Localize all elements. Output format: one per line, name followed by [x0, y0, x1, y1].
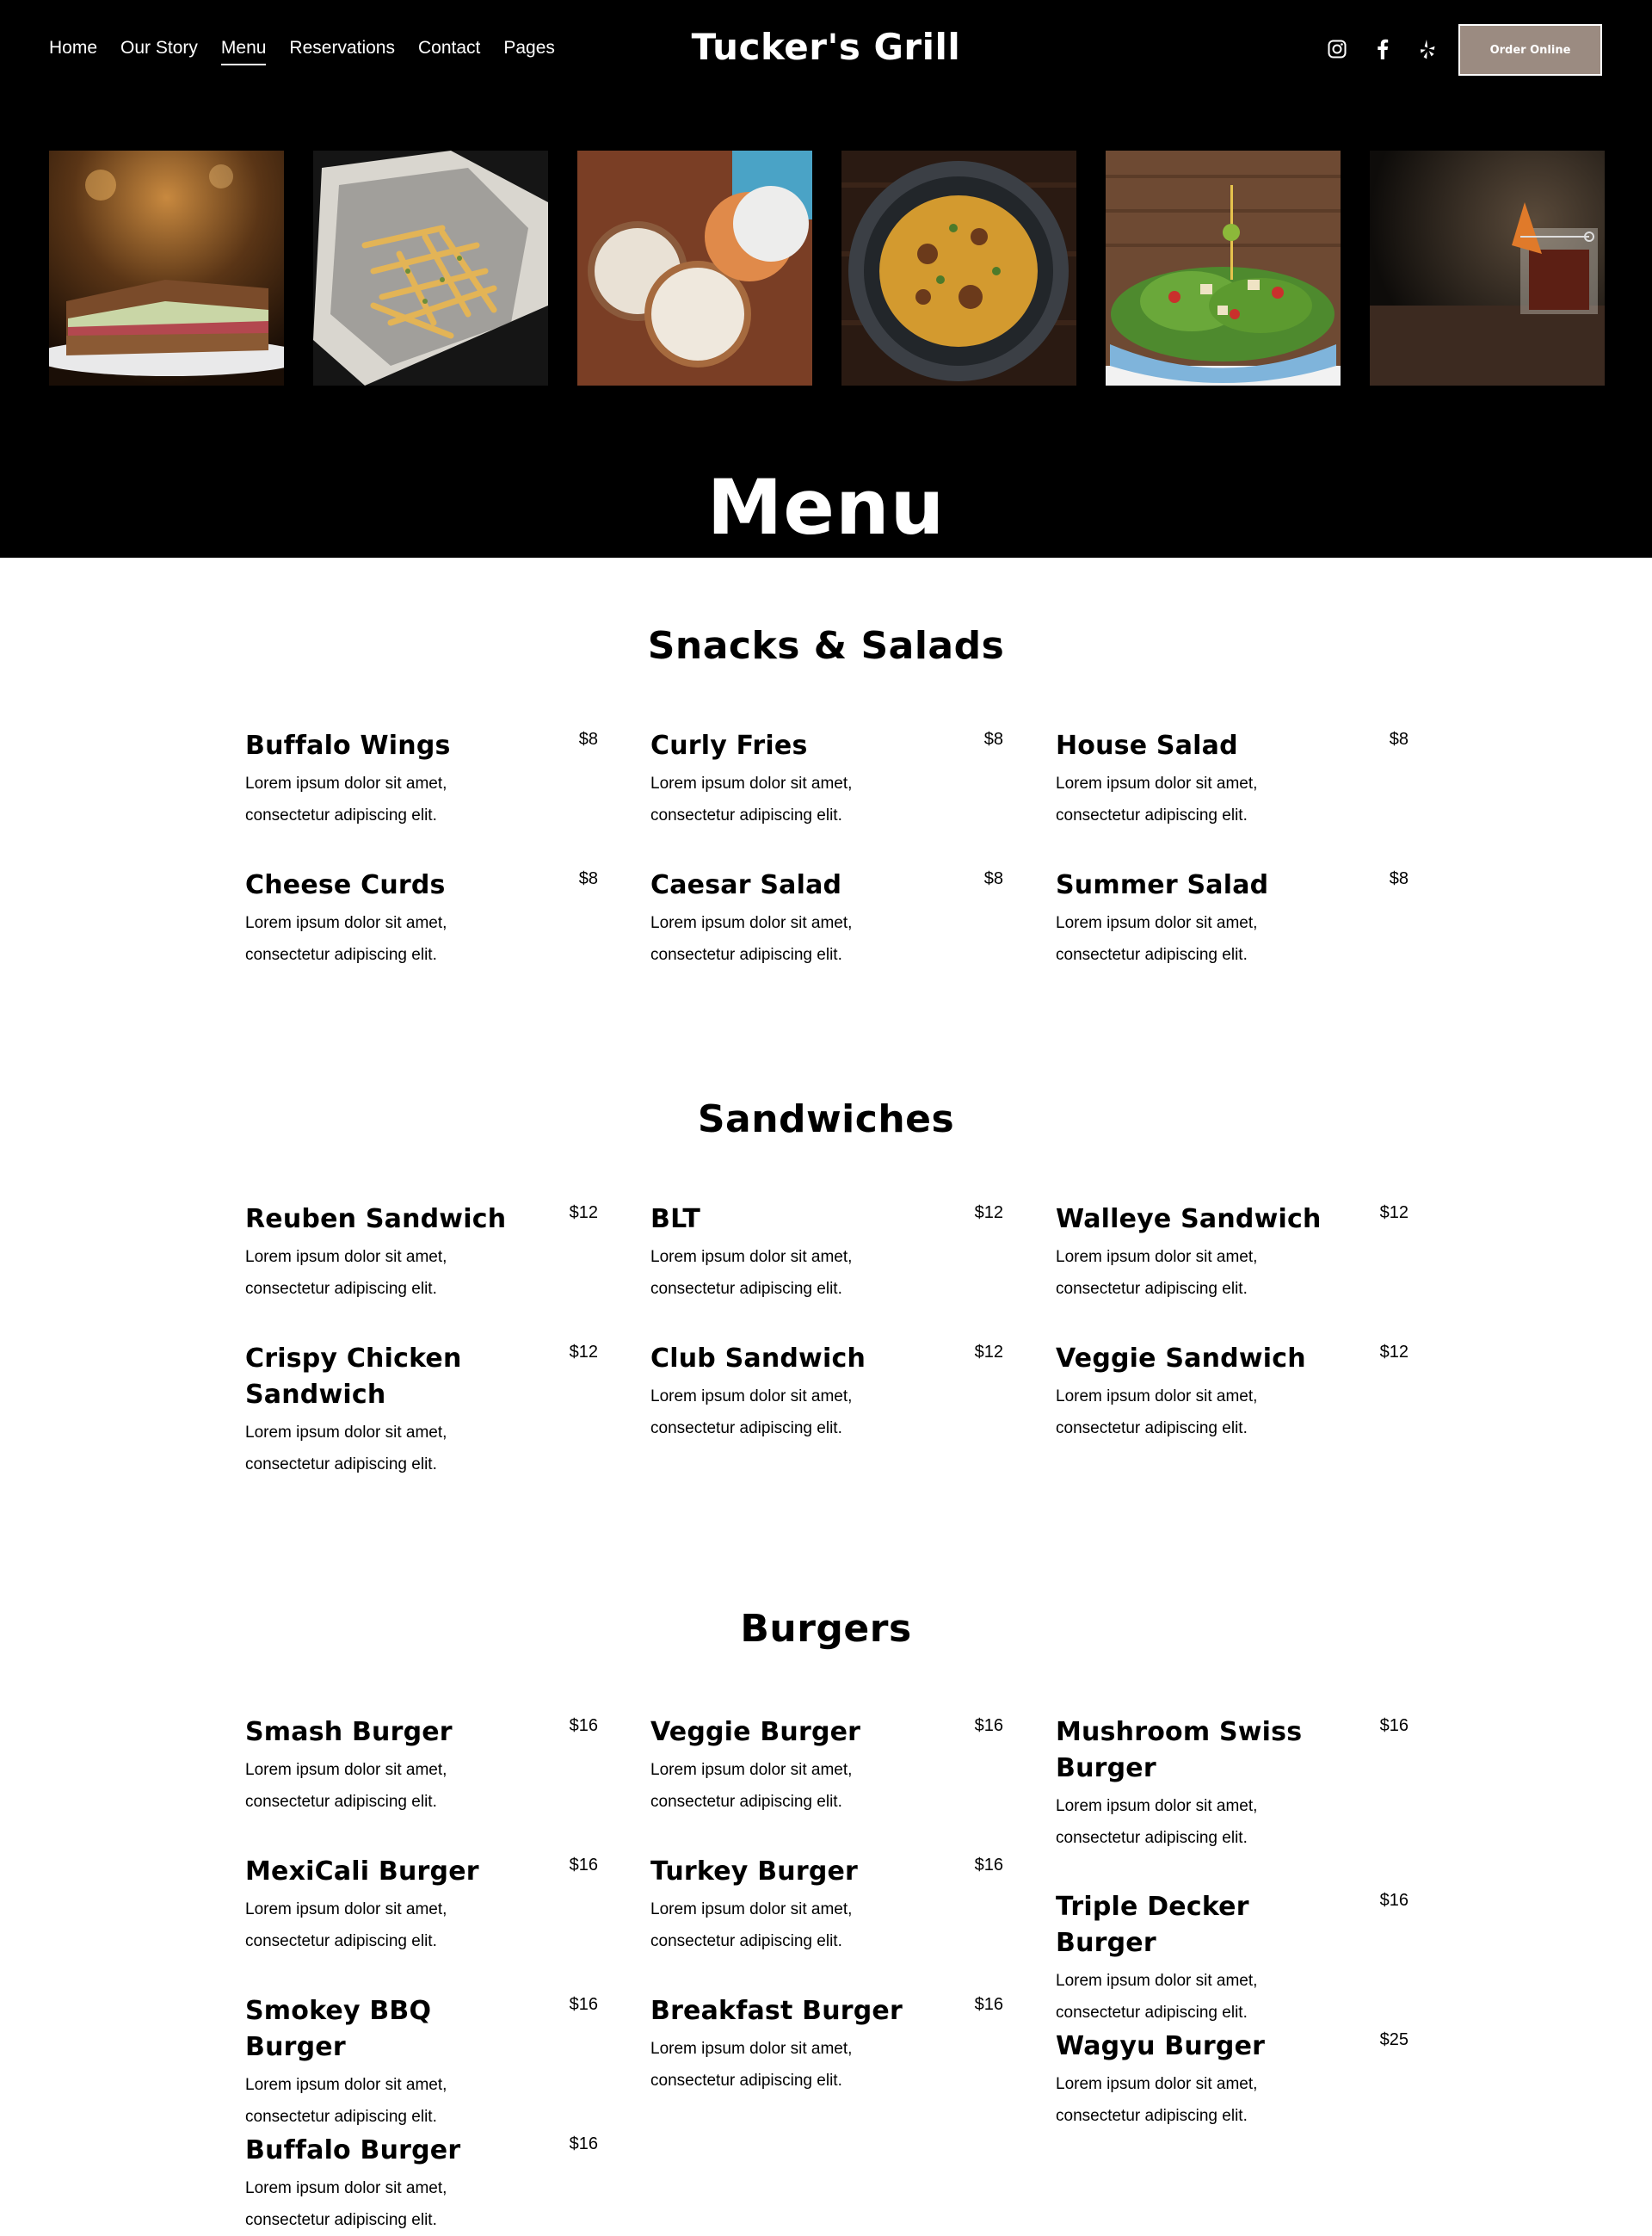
menu-item [245, 728, 598, 831]
menu-item-description: Lorem ipsum dolor sit amet, consectetur adipiscing elit. [1056, 1797, 1258, 1847]
menu-item-name: Turkey Burger [650, 1856, 859, 1887]
menu-item-price: $12 [974, 1203, 1003, 1222]
menu-item-name: Veggie Burger [650, 1717, 861, 1747]
menu-item-description: Lorem ipsum dolor sit amet, consectetur adipiscing elit. [650, 1761, 853, 1811]
menu-item-price: $16 [1379, 1891, 1409, 1910]
menu-item [245, 1993, 598, 2133]
nav-menu[interactable]: Menu [221, 38, 267, 65]
gallery-image-beers [577, 151, 812, 386]
nav-pages[interactable]: Pages [503, 38, 555, 58]
menu-item-price: $16 [569, 1716, 598, 1735]
nav-contact[interactable]: Contact [417, 38, 481, 58]
site-title[interactable]: Tucker's Grill [691, 26, 961, 68]
menu-item-description: Lorem ipsum dolor sit amet, consectetur adipiscing elit. [1056, 775, 1258, 825]
menu-item-name: MexiCali Burger [245, 1856, 479, 1887]
menu-item-description: Lorem ipsum dolor sit amet, consectetur adipiscing elit. [245, 2179, 447, 2229]
menu-item-price: $16 [974, 1856, 1003, 1875]
order-online-button[interactable]: Order Online [1458, 24, 1602, 76]
menu-item-description: Lorem ipsum dolor sit amet, consectetur adipiscing elit. [1056, 1972, 1258, 2022]
menu-item [1056, 868, 1409, 971]
menu-item-price: $16 [1379, 1716, 1409, 1735]
menu-item-name: Smokey BBQ Burger [245, 1996, 432, 2062]
menu-item [650, 1341, 1003, 1444]
nav-reservations[interactable]: Reservations [289, 38, 395, 58]
menu-item-name: Caesar Salad [650, 870, 842, 900]
menu-item-description: Lorem ipsum dolor sit amet, consectetur adipiscing elit. [245, 1424, 447, 1473]
main-nav [49, 38, 578, 65]
instagram-icon[interactable] [1326, 38, 1348, 60]
menu-item [245, 1714, 598, 1818]
menu-item [245, 1201, 598, 1305]
menu-item-price: $25 [1379, 2030, 1409, 2049]
menu-item [1056, 1889, 1409, 2029]
menu-item-description: Lorem ipsum dolor sit amet, consectetur adipiscing elit. [650, 1248, 853, 1298]
gallery-image-fries [313, 151, 548, 386]
menu-item [1056, 1201, 1409, 1305]
menu-item-price: $16 [569, 2134, 598, 2153]
facebook-icon[interactable] [1372, 38, 1394, 60]
menu-item-price: $12 [569, 1203, 598, 1222]
menu-item-name: Buffalo Burger [245, 2135, 461, 2165]
menu-item-name: BLT [650, 1204, 701, 1234]
menu-item-description: Lorem ipsum dolor sit amet, consectetur adipiscing elit. [245, 1900, 447, 1950]
menu-item-description: Lorem ipsum dolor sit amet, consectetur adipiscing elit. [245, 775, 447, 825]
menu-item-name: Reuben Sandwich [245, 1204, 507, 1234]
menu-item [245, 1854, 598, 1957]
menu-item [650, 1201, 1003, 1305]
menu-item-description: Lorem ipsum dolor sit amet, consectetur adipiscing elit. [1056, 1387, 1258, 1437]
menu-item-name: Club Sandwich [650, 1343, 866, 1374]
menu-item-description: Lorem ipsum dolor sit amet, consectetur adipiscing elit. [650, 1387, 853, 1437]
menu-item [1056, 1341, 1409, 1444]
menu-item-price: $16 [569, 1995, 598, 2014]
page-title: Menu [706, 463, 946, 552]
menu-item-name: House Salad [1056, 731, 1238, 761]
menu-item-description: Lorem ipsum dolor sit amet, consectetur adipiscing elit. [650, 1900, 853, 1950]
menu-item-price: $8 [1389, 869, 1409, 888]
menu-item-name: Buffalo Wings [245, 731, 451, 761]
menu-item-description: Lorem ipsum dolor sit amet, consectetur adipiscing elit. [245, 1761, 447, 1811]
menu-item-description: Lorem ipsum dolor sit amet, consectetur adipiscing elit. [245, 2076, 447, 2126]
menu-item-price: $16 [974, 1995, 1003, 2014]
menu-item-name: Smash Burger [245, 1717, 453, 1747]
menu-item [1056, 728, 1409, 831]
menu-item [650, 868, 1003, 971]
menu-item [650, 1854, 1003, 1957]
menu-item-description: Lorem ipsum dolor sit amet, consectetur adipiscing elit. [1056, 2075, 1258, 2125]
menu-item [245, 2133, 598, 2236]
menu-item-name: Crispy Chicken Sandwich [245, 1343, 462, 1410]
menu-item [245, 868, 598, 971]
menu-item-name: Veggie Sandwich [1056, 1343, 1306, 1374]
menu-item-name: Summer Salad [1056, 870, 1269, 900]
menu-item-name: Curly Fries [650, 731, 808, 761]
gallery-image-pasta [841, 151, 1076, 386]
menu-item [650, 1714, 1003, 1818]
menu-item-price: $12 [569, 1343, 598, 1362]
menu-item-price: $8 [983, 730, 1003, 749]
menu-item-price: $8 [983, 869, 1003, 888]
menu-item [1056, 1714, 1409, 1854]
menu-item-description: Lorem ipsum dolor sit amet, consectetur adipiscing elit. [1056, 914, 1258, 964]
menu-item-name: Walleye Sandwich [1056, 1204, 1322, 1234]
menu-item-description: Lorem ipsum dolor sit amet, consectetur adipiscing elit. [245, 1248, 447, 1298]
menu-item-description: Lorem ipsum dolor sit amet, consectetur adipiscing elit. [650, 2040, 853, 2090]
menu-item-price: $16 [974, 1716, 1003, 1735]
menu-item-description: Lorem ipsum dolor sit amet, consectetur adipiscing elit. [650, 914, 853, 964]
menu-item-price: $8 [578, 730, 598, 749]
nav-our-story[interactable]: Our Story [120, 38, 198, 58]
menu-item-price: $8 [578, 869, 598, 888]
food-gallery [49, 151, 1605, 386]
menu-item-name: Mushroom Swiss Burger [1056, 1717, 1303, 1783]
menu-item [650, 728, 1003, 831]
gallery-image-sandwich [49, 151, 284, 386]
menu-item-description: Lorem ipsum dolor sit amet, consectetur adipiscing elit. [245, 914, 447, 964]
section-title-sandwiches: Sandwiches [697, 1097, 955, 1141]
nav-home[interactable]: Home [49, 38, 98, 58]
social-links [1326, 38, 1439, 60]
menu-item [650, 1993, 1003, 2097]
gallery-image-salad [1106, 151, 1341, 386]
menu-item-description: Lorem ipsum dolor sit amet, consectetur adipiscing elit. [650, 775, 853, 825]
menu-item-name: Breakfast Burger [650, 1996, 903, 2026]
section-title-snacks-salads: Snacks & Salads [647, 624, 1005, 668]
menu-item-description: Lorem ipsum dolor sit amet, consectetur adipiscing elit. [1056, 1248, 1258, 1298]
menu-item-name: Triple Decker Burger [1056, 1892, 1249, 1958]
menu-item [1056, 2029, 1409, 2132]
gallery-image-cocktail [1370, 151, 1605, 386]
section-title-burgers: Burgers [740, 1607, 912, 1651]
menu-item-price: $12 [1379, 1203, 1409, 1222]
menu-item-name: Cheese Curds [245, 870, 446, 900]
menu-item-price: $16 [569, 1856, 598, 1875]
menu-item-price: $12 [1379, 1343, 1409, 1362]
menu-item [245, 1341, 598, 1480]
yelp-icon[interactable] [1417, 38, 1439, 60]
hero-header [0, 0, 1652, 558]
menu-item-price: $8 [1389, 730, 1409, 749]
menu-item-price: $12 [974, 1343, 1003, 1362]
menu-item-name: Wagyu Burger [1056, 2031, 1266, 2061]
